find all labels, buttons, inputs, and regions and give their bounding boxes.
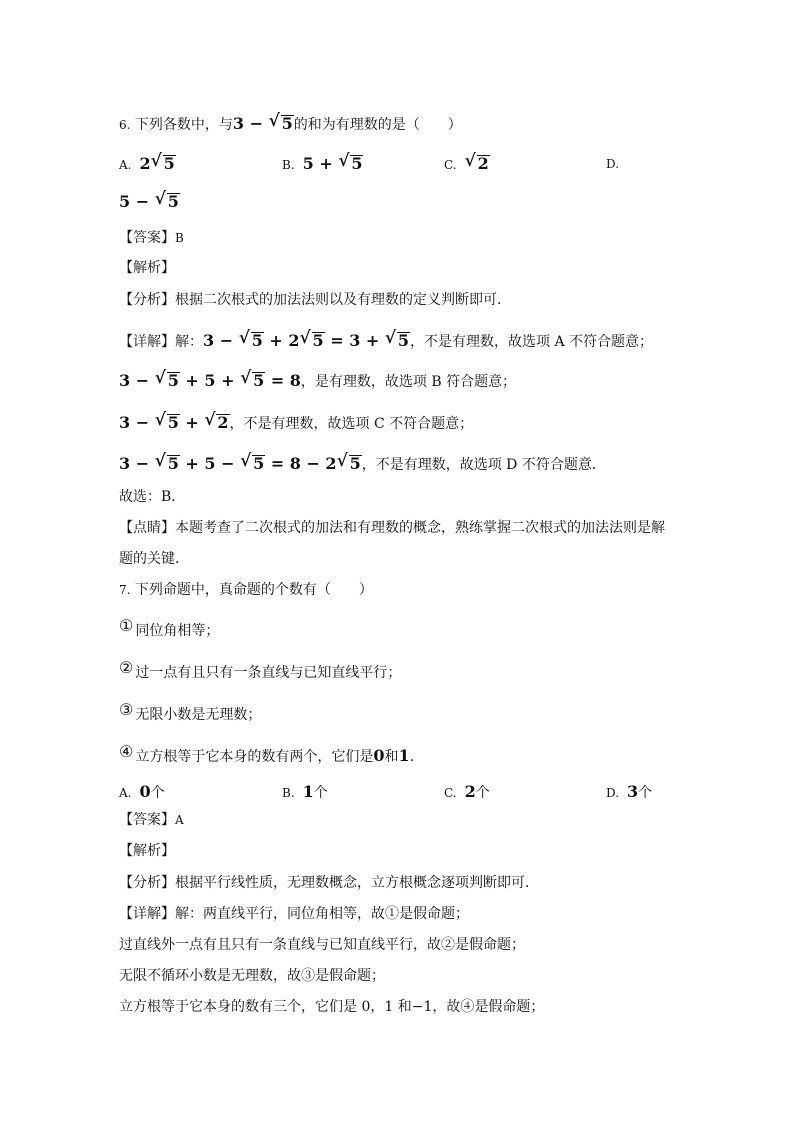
q6-detail-line-3: 3 − √ 5 + √ 2，不是有理数，故选项 C 不符合题意； <box>119 413 473 434</box>
q6-stem <box>119 114 462 135</box>
q6-fenxi: 【分析】根据二次根式的加法法则以及有理数的定义判断即可． <box>119 292 511 308</box>
q6-option-a: A. 2√ 5 <box>119 154 176 175</box>
q7-analysis-label: 【解析】 <box>119 843 175 859</box>
q7-option-a: A. 0个 <box>119 782 165 801</box>
q6-answer: 【答案】B <box>119 230 184 246</box>
q7-stem: 7. 下列命题中，真命题的个数有（ ） <box>119 582 373 598</box>
q6-number: 6. <box>119 118 131 132</box>
q6-stem-a: 下列各数中，与 <box>134 117 233 133</box>
q6-option-b: B. 5 + √ 5 <box>282 154 363 175</box>
q6-detail-line-2: 3 − √ 5 + 5 + √ 5 = 8，是有理数，故选项 B 符合题意； <box>119 371 516 392</box>
q6-analysis-label: 【解析】 <box>119 260 175 276</box>
q6-option-d: D. <box>606 157 620 171</box>
q6-dianjing-line-1: 【点睛】本题考查了二次根式的加法和有理数的概念，熟练掌握二次根式的加法法则是解 <box>119 520 665 536</box>
q6-detail-line-4: 3 − √ 5 + 5 − √ 5 = 8 − 2√ 5，不是有理数，故选项 D 不符合题意． <box>119 454 606 475</box>
q6-stem-b: 的和为有理数的是（ ） <box>293 117 462 133</box>
q7-item-3: ③ 无限小数是无理数； <box>119 700 262 723</box>
q7-item-2: ② 过一点有且只有一条直线与已知直线平行； <box>119 658 402 681</box>
q7-option-d: D. 3个 <box>606 782 653 801</box>
q7-item-4: ④ 立方根等于它本身的数有两个，它们是0和1. <box>119 742 415 765</box>
q7-item-1: ① 同位角相等； <box>119 616 220 639</box>
q7-line-3: 立方根等于它本身的数有三个，它们是 0，1 和−1，故④是假命题； <box>119 999 545 1015</box>
q7-line-1: 过直线外一点有且只有一条直线与已知直线平行，故②是假命题； <box>119 937 525 953</box>
q7-line-2: 无限不循环小数是无理数，故③是假命题； <box>119 968 385 984</box>
q6-option-d-value: 5 − √ 5 <box>119 192 180 213</box>
q6-dianjing-line-2: 题的关键． <box>119 551 189 567</box>
q6-option-c: C.√ 2 <box>444 154 490 175</box>
q6-detail-line-1: 【详解】解：3 − √ 5 + 2√ 5 = 3 + √ 5，不是有理数，故选项 A 不符合题意； <box>119 331 653 352</box>
q7-option-c: C. 2个 <box>444 782 490 801</box>
q6-expr: 3 − √ 5 <box>233 114 294 133</box>
q7-fenxi: 【分析】根据平行线性质，无理数概念，立方根概念逐项判断即可． <box>119 875 539 891</box>
q7-detail: 【详解】解：两直线平行，同位角相等，故①是假命题； <box>119 906 469 922</box>
q6-conclusion: 故选：B． <box>119 489 186 505</box>
q7-option-b: B. 1个 <box>282 782 328 801</box>
q7-answer: 【答案】A <box>119 812 184 828</box>
